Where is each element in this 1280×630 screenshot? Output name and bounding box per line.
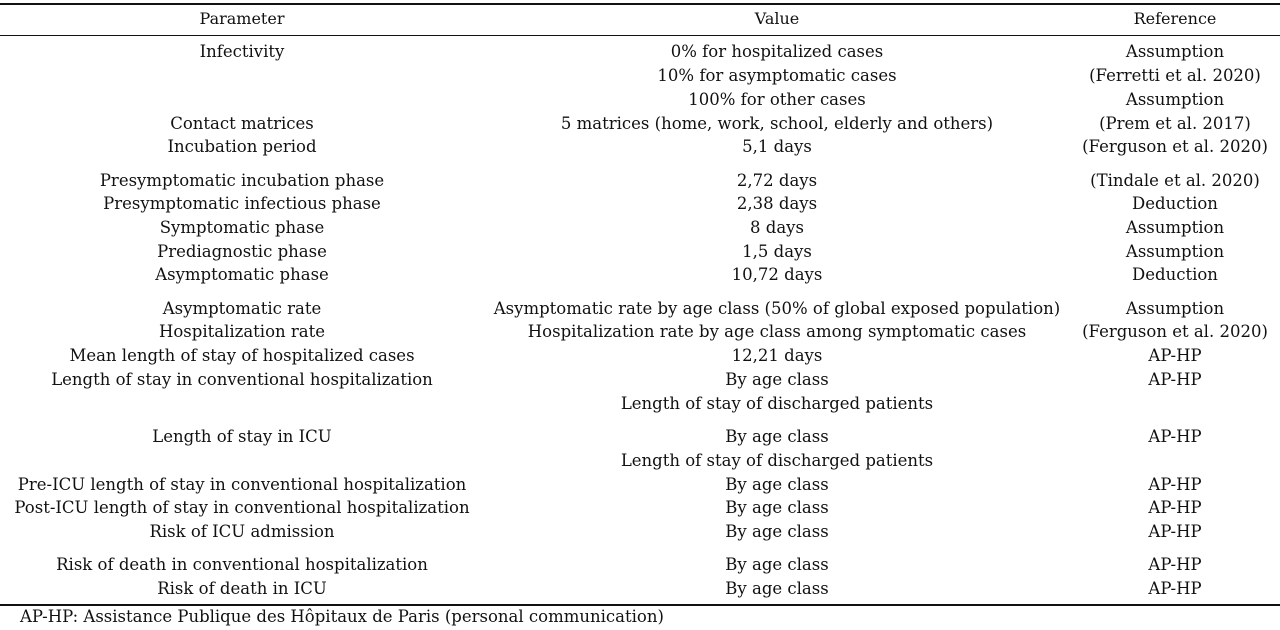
table-row xyxy=(0,169,1280,193)
parameter-cell: Post-ICU length of stay in conventional hospitalization xyxy=(14,498,470,517)
reference-cell: (Ferguson et al. 2020) xyxy=(1082,322,1268,341)
value-cell: Hospitalization rate by age class among symptomatic cases xyxy=(527,322,1027,341)
table-row xyxy=(0,425,1280,449)
value-cell: 2,38 days xyxy=(736,194,818,213)
value-cell: 2,72 days xyxy=(736,171,818,190)
top-rule xyxy=(0,3,1280,5)
parameter-cell: Hospitalization rate xyxy=(158,322,325,341)
table-row xyxy=(0,192,1280,216)
table-row xyxy=(0,297,1280,321)
reference-cell: Assumption xyxy=(1125,299,1225,318)
value-cell: 1,5 days xyxy=(742,242,812,261)
reference-cell: Deduction xyxy=(1132,194,1218,213)
value-cell: By age class xyxy=(725,370,829,389)
parameter-cell: Length of stay in conventional hospitalization xyxy=(51,370,433,389)
reference-cell: Deduction xyxy=(1132,265,1218,284)
reference-cell: Assumption xyxy=(1125,218,1225,237)
parameter-cell: Length of stay in ICU xyxy=(152,427,332,446)
table-header xyxy=(0,7,1280,31)
table-row xyxy=(0,520,1280,544)
parameter-cell: Presymptomatic infectious phase xyxy=(103,194,381,213)
value-cell: Asymptomatic rate by age class (50% of global exposed population) xyxy=(493,299,1061,318)
reference-cell: AP-HP xyxy=(1148,346,1202,365)
reference-cell: AP-HP xyxy=(1148,427,1202,446)
parameter-cell: Risk of death in ICU xyxy=(157,579,327,598)
value-cell: 0% for hospitalized cases xyxy=(670,42,884,61)
table-row xyxy=(0,216,1280,240)
reference-cell: AP-HP xyxy=(1148,498,1202,517)
parameter-cell: Presymptomatic incubation phase xyxy=(99,171,385,190)
value-cell: 100% for other cases xyxy=(688,90,866,109)
parameter-cell: Asymptomatic phase xyxy=(155,265,329,284)
header-rule xyxy=(0,35,1280,36)
value-cell: By age class xyxy=(725,555,829,574)
table-row xyxy=(0,135,1280,159)
value-cell: 5,1 days xyxy=(742,137,812,156)
reference-cell: (Tindale et al. 2020) xyxy=(1090,171,1260,190)
value-cell: By age class xyxy=(725,427,829,446)
table-row xyxy=(0,320,1280,344)
value-cell: 12,21 days xyxy=(731,346,823,365)
table-row xyxy=(0,240,1280,264)
reference-cell: Assumption xyxy=(1125,242,1225,261)
table-row xyxy=(0,577,1280,601)
table-row xyxy=(0,368,1280,392)
value-cell: By age class xyxy=(725,579,829,598)
parameter-cell: Symptomatic phase xyxy=(159,218,325,237)
value-cell: Length of stay of discharged patients xyxy=(620,451,934,470)
table-row xyxy=(0,40,1280,64)
value-cell: By age class xyxy=(725,475,829,494)
reference-cell: (Ferguson et al. 2020) xyxy=(1082,137,1268,156)
reference-cell: AP-HP xyxy=(1148,370,1202,389)
value-cell: 5 matrices (home, work, school, elderly and others) xyxy=(560,114,994,133)
value-cell: 10,72 days xyxy=(731,265,823,284)
table-row xyxy=(0,88,1280,112)
table-row xyxy=(0,553,1280,577)
table-row xyxy=(0,344,1280,368)
parameter-cell: Risk of ICU admission xyxy=(149,522,335,541)
reference-cell: (Ferretti et al. 2020) xyxy=(1089,66,1261,85)
reference-cell: AP-HP xyxy=(1148,522,1202,541)
parameter-cell: Mean length of stay of hospitalized cases xyxy=(69,346,415,365)
parameter-cell: Infectivity xyxy=(199,42,285,61)
header-parameter: Parameter xyxy=(199,9,285,28)
table-row xyxy=(0,263,1280,287)
value-cell: By age class xyxy=(725,498,829,517)
table-footnote: AP-HP: Assistance Publique des Hôpitaux de Paris (personal communication) xyxy=(20,607,664,626)
value-cell: 8 days xyxy=(750,218,804,237)
parameter-cell: Pre-ICU length of stay in conventional hospitalization xyxy=(17,475,467,494)
parameter-cell: Asymptomatic rate xyxy=(162,299,322,318)
parameter-cell: Incubation period xyxy=(167,137,317,156)
table-row xyxy=(0,112,1280,136)
table-row xyxy=(0,449,1280,473)
parameter-cell: Contact matrices xyxy=(170,114,314,133)
value-cell: By age class xyxy=(725,522,829,541)
reference-cell: AP-HP xyxy=(1148,579,1202,598)
parameter-cell: Risk of death in conventional hospitalization xyxy=(56,555,428,574)
reference-cell: AP-HP xyxy=(1148,555,1202,574)
header-reference: Reference xyxy=(1133,9,1217,28)
header-value: Value xyxy=(754,9,800,28)
reference-cell: AP-HP xyxy=(1148,475,1202,494)
reference-cell: Assumption xyxy=(1125,90,1225,109)
table-row xyxy=(0,496,1280,520)
table-row xyxy=(0,473,1280,497)
table-row xyxy=(0,64,1280,88)
reference-cell: Assumption xyxy=(1125,42,1225,61)
table-row xyxy=(0,392,1280,416)
value-cell: 10% for asymptomatic cases xyxy=(657,66,897,85)
reference-cell: (Prem et al. 2017) xyxy=(1099,114,1251,133)
value-cell: Length of stay of discharged patients xyxy=(620,394,934,413)
parameter-cell: Prediagnostic phase xyxy=(157,242,327,261)
